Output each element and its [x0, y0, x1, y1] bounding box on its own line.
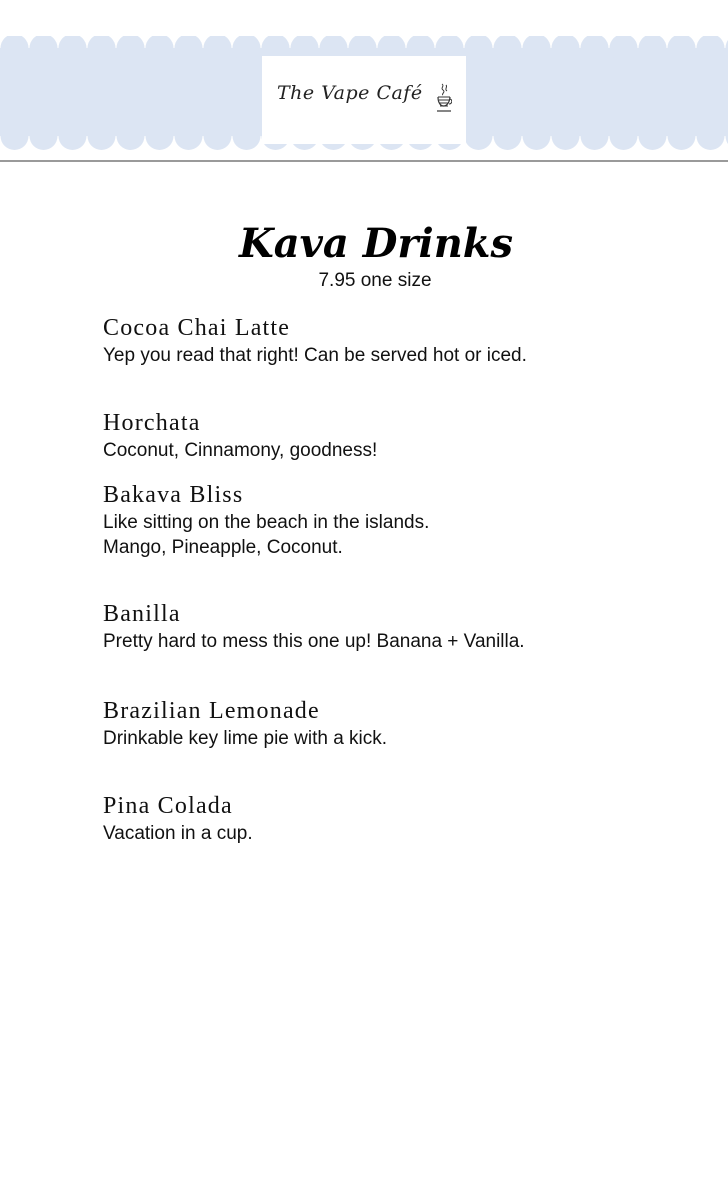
- coffee-cup-icon: [436, 83, 452, 117]
- menu-item: [103, 481, 663, 560]
- price-note: 7.95 one size: [318, 270, 432, 291]
- menu-item: [103, 697, 663, 751]
- menu-title: Kava Drinks: [238, 220, 514, 267]
- menu-item: [103, 314, 663, 368]
- menu-item: [103, 409, 663, 463]
- menu-item: [103, 792, 663, 846]
- header-divider: [0, 160, 728, 162]
- item-description: Like sitting on the beach in the islands. Mango, Pineapple, Coconut.: [103, 512, 430, 558]
- item-description: Yep you read that right! Can be served hot or iced.: [103, 345, 527, 366]
- item-description: Coconut, Cinnamony, goodness!: [103, 440, 378, 461]
- item-name: Brazilian Lemonade: [103, 698, 320, 724]
- item-name: Horchata: [103, 410, 201, 436]
- menu-item: [103, 600, 663, 654]
- item-name: Banilla: [103, 601, 181, 627]
- item-description: Drinkable key lime pie with a kick.: [103, 728, 388, 749]
- logo-text: The Vape Café: [277, 82, 423, 104]
- item-description: Vacation in a cup.: [103, 823, 253, 844]
- item-name: Cocoa Chai Latte: [103, 315, 291, 341]
- item-description: Pretty hard to mess this one up! Banana + Vanilla.: [103, 631, 525, 652]
- item-name: Bakava Bliss: [103, 482, 244, 508]
- item-name: Pina Colada: [103, 793, 233, 819]
- logo: [262, 56, 466, 144]
